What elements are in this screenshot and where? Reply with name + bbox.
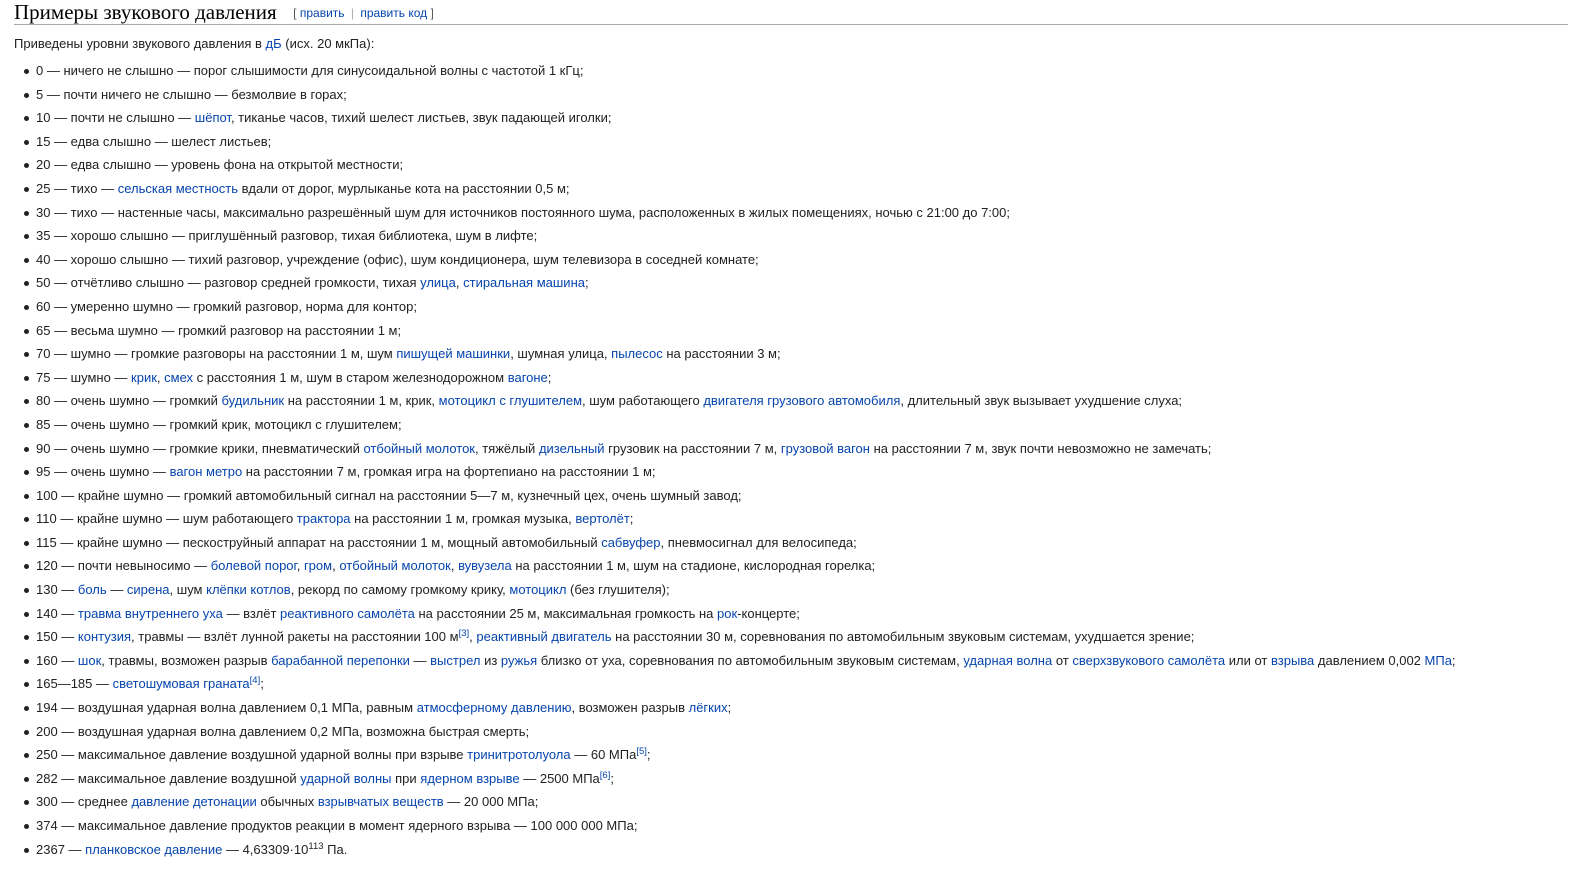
reference-link[interactable]: [4] [249,675,261,687]
list-item-text: (без глушителя); [566,582,670,598]
list-item-text: 115 — крайне шумно — пескоструйный аппарат на расстоянии 1 м, мощный автомобильный [36,534,602,550]
article-link[interactable]: рок [717,605,738,621]
article-link[interactable]: реактивного самолёта [280,605,415,621]
list-item [14,319,1568,343]
reference-link[interactable]: [5] [636,746,647,758]
list-item-text: на расстоянии 1 м, крик, [284,393,439,409]
list-item [14,295,1568,319]
list-item-text: 250 — максимальное давление воздушной ударной волны при взрыве [36,747,468,763]
list-item-text: 0 — ничего не слышно — порог слышимости для синусоидальной волны с частотой 1 кГц; [36,63,584,78]
list-item [14,720,1568,744]
article-link[interactable]: МПа [1424,652,1452,668]
list-item-text: на расстоянии 25 м, максимальная громкость на [414,605,718,621]
section-heading [14,0,1568,25]
article-link[interactable]: отбойный молоток [363,440,475,456]
list-item-text: Па. [323,841,348,857]
list-item-text: 85 — очень шумно — громкий крик, мотоцикл с глушителем; [36,416,402,432]
list-item-text: 30 — тихо — настенные часы, максимально разрешённый шум для источников постоянного шума, расположенных в жилых помещениях, ночью с 21:00 до 7:00; [36,204,1010,220]
list-item-text: 35 — хорошо слышно — приглушённый разговор, тихая библиотека, шум в лифте; [36,228,538,244]
article-link[interactable]: ударная волна [963,652,1053,668]
list-item [14,342,1568,366]
list-item-text: 150 — [36,629,78,645]
list-item-text: 95 — очень шумно — [36,464,170,480]
superscript [250,675,261,686]
list-item-text: 15 — едва слышно — шелест листьев; [36,133,272,149]
article-link[interactable]: взрыва [1271,652,1315,668]
list-item-text: на расстоянии 7 м, звук почти невозможно не замечать; [869,440,1212,456]
decibel-link[interactable]: дБ [265,36,282,51]
intro-text-end: (исх. 20 мкПа): [281,36,375,51]
article-link[interactable]: лёгких [688,700,728,716]
article-link[interactable]: сельская местность [117,180,238,196]
list-item-text: 300 — среднее [36,794,132,810]
list-item-text: 282 — максимальное давление воздушной [36,770,301,786]
list-item-text: , возможен разрыв [571,700,689,716]
article-link[interactable]: атмосферному давлению [416,700,572,716]
list-item-text: — 2500 МПа [519,770,600,786]
list-item-text: 140 — [36,605,78,621]
article-link[interactable]: планковское давление [85,841,223,857]
article-link[interactable]: сверхзвукового самолёта [1072,652,1226,668]
superscript [600,770,611,781]
article-link[interactable]: будильник [221,393,285,409]
list-item-text: 100 — крайне шумно — громкий автомобильный сигнал на расстоянии 5—7 м, кузнечный цех, очень шумный завод; [36,487,742,503]
list-item-text: 40 — хорошо слышно — тихий разговор, учреждение (офис), шум кондиционера, шум телевизора в соседней комнате; [36,251,759,267]
list-item [14,389,1568,413]
list-item [14,554,1568,578]
article-link[interactable]: шок [77,652,102,668]
list-item-text: ; [727,700,732,716]
list-item-text: на расстоянии 30 м, соревнования по автомобильным звуковым системам, ухудшается зрение; [611,629,1195,645]
list-item-text: близко от уха, соревнования по автомобильным звуковым системам, [537,652,964,668]
superscript-text: 113 [308,840,324,852]
list-item [14,672,1568,696]
list-item-text: , рекорд по самому громкому крику, [290,582,510,598]
list-item-text: , [296,558,304,574]
list-item-text: , [332,558,340,574]
list-item-text: 130 — [36,582,78,598]
list-item [14,83,1568,107]
article-link[interactable]: ядерном взрыве [420,770,520,786]
list-item-text: 70 — шумно — громкие разговоры на расстоянии 1 м, шум [36,346,397,362]
list-item-text: — взлёт [222,605,281,621]
intro-paragraph [14,35,1568,53]
list-item [14,413,1568,437]
list-item-text: 90 — очень шумно — громкие крики, пневматический [36,440,364,456]
article-link[interactable]: трактора [296,511,351,527]
list-item-text: 374 — максимальное давление продуктов реакции в момент ядерного взрыва — 100 000 000 МПа; [36,818,638,833]
list-item-text: на расстоянии 1 м, шум на стадионе, кислородная горелка; [511,558,876,574]
list-item-text: , [156,369,165,385]
list-item [14,696,1568,720]
list-item [14,224,1568,248]
article-link[interactable]: пишущей машинки [396,346,511,362]
list-item [14,106,1568,130]
list-item [14,271,1568,295]
article-link[interactable]: отбойный молоток [339,558,451,574]
list-item [14,153,1568,177]
list-item [14,59,1568,83]
list-item-text: -концерте; [737,605,800,621]
list-item-text: 200 — воздушная ударная волна давлением 0,2 МПа, возможна быстрая смерть; [36,723,530,739]
list-item-text: из [480,652,501,668]
list-item [14,248,1568,272]
list-item-text: 120 — почти невыносимо — [36,558,211,574]
list-item [14,177,1568,201]
article-section [14,0,1568,861]
list-item [14,814,1568,838]
article-link[interactable]: боль [77,582,107,598]
section-title: Примеры звукового давления [14,0,277,24]
list-item-text: или от [1225,652,1271,668]
list-item [14,790,1568,814]
list-item-text: грузовик на расстоянии 7 м, [604,440,781,456]
list-item [14,743,1568,767]
list-item [14,649,1568,673]
list-item-text: 65 — весьма шумно — громкий разговор на расстоянии 1 м; [36,322,402,338]
list-item-text: вдали от дорог, мурлыканье кота на расстоянии 0,5 м; [238,180,570,196]
list-item-text: на расстоянии 3 м; [662,346,781,362]
list-item-text: 20 — едва слышно — уровень фона на открытой местности; [36,157,404,173]
article-link[interactable]: клёпки котлов [206,582,291,598]
article-link[interactable]: улица [420,275,456,291]
list-item [14,767,1568,791]
edit-bracket-close: ] [430,6,434,20]
list-item-text: с расстояния 1 м, шум в старом железнодорожном [193,369,508,385]
list-item-text: — 4,63309·10 [222,841,309,857]
list-item [14,578,1568,602]
edit-link[interactable]: править [299,6,345,20]
list-item-text: 160 — [36,652,78,668]
list-item-text: , шум [169,582,207,598]
article-link[interactable]: шёпот [194,110,231,126]
list-item-text: — 60 МПа [570,747,637,763]
edit-separator: | [350,6,354,20]
list-item [14,507,1568,531]
list-item-text: 110 — крайне шумно — шум работающего [36,511,297,527]
list-item-text: на расстоянии 7 м, громкая игра на фортепиано на расстоянии 1 м; [242,464,656,480]
list-item [14,484,1568,508]
reference-link[interactable]: [3] [458,628,470,640]
reference-link[interactable]: [6] [599,769,611,781]
article-link[interactable]: стиральная машина [463,275,585,291]
article-link[interactable]: вувузела [458,558,512,574]
list-item-text: ; [260,676,264,692]
list-item-text: 75 — шумно — [36,369,132,385]
list-item-text: на расстоянии 1 м, громкая музыка, [350,511,576,527]
edit-section-links [293,6,434,20]
article-link[interactable]: мотоцикл [509,582,567,598]
article-link[interactable]: вагон метро [169,464,243,480]
list-item-text: 194 — воздушная ударная волна давлением 0,1 МПа, равным [36,700,417,716]
list-item-text: ; [584,275,589,291]
article-link[interactable]: травма внутреннего уха [77,605,223,621]
article-link[interactable]: сабвуфер [601,534,661,550]
article-link[interactable]: мотоцикл с глушителем [438,393,583,409]
article-link[interactable]: ружья [500,652,538,668]
list-item [14,130,1568,154]
list-item-text: — [409,652,431,668]
article-link[interactable]: светошумовая граната [112,676,250,692]
list-item-text: 5 — почти ничего не слышно — безмолвие в горах; [36,86,347,102]
list-item-text: 10 — почти не слышно — [36,110,195,126]
article-link[interactable]: тринитротолуола [467,747,571,763]
list-item [14,602,1568,626]
superscript [308,841,323,852]
list-item-text: , травмы — взлёт лунной ракеты на расстоянии 100 м [131,629,459,645]
list-item-text: ; [646,747,651,763]
list-item-text: 2367 — [36,841,86,857]
list-item [14,437,1568,461]
article-link[interactable]: гром [303,558,333,574]
list-item [14,366,1568,390]
list-item-text: 25 — тихо — [36,180,118,196]
article-link[interactable]: пылесос [611,346,663,362]
list-item-text: обычных [256,794,318,810]
superscript [459,628,470,639]
list-item-text: ; [610,770,614,786]
list-item-text: , [455,275,464,291]
article-link[interactable]: взрывчатых веществ [317,794,444,810]
list-item [14,531,1568,555]
list-item-text: 50 — отчётливо слышно — разговор средней громкости, тихая [36,275,421,291]
list-item-text: от [1052,652,1073,668]
article-link[interactable]: реактивный двигатель [476,629,612,645]
article-link[interactable]: сирена [126,582,170,598]
list-item-text: ; [629,511,634,527]
article-link[interactable]: вагоне [507,369,548,385]
article-link[interactable]: двигателя грузового автомобиля [703,393,901,409]
article-link[interactable]: крик [131,369,157,385]
list-item-text: ; [1451,652,1456,668]
article-link[interactable]: давление детонации [131,794,257,810]
article-link[interactable]: дизельный [538,440,605,456]
article-link[interactable]: болевой порог [210,558,297,574]
article-link[interactable]: барабанной перепонки [271,652,410,668]
article-link[interactable]: вертолёт [575,511,630,527]
list-item-text: 60 — умеренно шумно — громкий разговор, норма для контор; [36,298,417,314]
list-item-text: , травмы, возможен разрыв [101,652,272,668]
list-item-text: 165—185 — [36,676,113,692]
list-item [14,625,1568,649]
list-item-text: , тиканье часов, тихий шелест листьев, звук падающей иголки; [230,110,612,126]
edit-code-link[interactable]: править код [360,6,428,20]
list-item-text: , тяжёлый [474,440,539,456]
sound-level-list [14,59,1568,861]
list-item-text: , [450,558,459,574]
intro-text: Приведены уровни звукового давления в [14,36,266,51]
article-link[interactable]: контузия [77,629,132,645]
list-item-text: ; [547,369,552,385]
list-item-text: — 20 000 МПа; [443,794,539,810]
list-item [14,838,1568,862]
edit-bracket-open: [ [293,6,297,20]
list-item-text: , шумная улица, [510,346,612,362]
list-item-text: 80 — очень шумно — громкий [36,393,222,409]
list-item-text: , длительный звук вызывает ухудшение слуха; [900,393,1183,409]
list-item [14,460,1568,484]
article-link[interactable]: смех [164,369,194,385]
list-item [14,201,1568,225]
list-item-text: — [106,582,127,598]
article-link[interactable]: выстрел [430,652,481,668]
list-item-text: , шум работающего [582,393,704,409]
list-item-text: , [469,629,477,645]
list-item-text: , пневмосигнал для велосипеда; [660,534,857,550]
list-item-text: при [391,770,421,786]
list-item-text: давлением 0,002 [1314,652,1425,668]
superscript [636,746,647,757]
article-link[interactable]: грузовой вагон [780,440,870,456]
article-link[interactable]: ударной волны [300,770,392,786]
